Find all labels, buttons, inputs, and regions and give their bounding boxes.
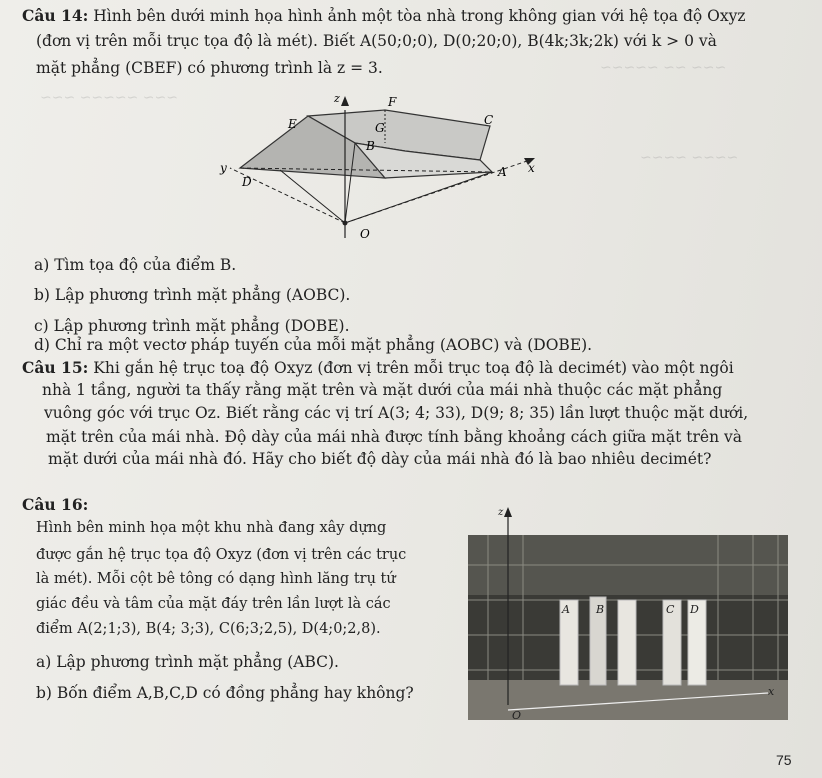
bleed-through-text: ~~~~ ~~~~	[640, 150, 739, 166]
page-number: 75	[776, 752, 792, 768]
bleed-through-text: ~~~ ~~~~~ ~~~	[40, 90, 178, 106]
label-G: G	[375, 121, 385, 135]
q14-part-d: d) Chỉ ra một vectơ pháp tuyến của mỗi mặt phẳng (AOBC) và (DOBE).	[34, 336, 593, 354]
q15-line2: nhà 1 tầng, người ta thấy rằng mặt trên và mặt dưới của mái nhà thuộc các mặt phẳng	[42, 381, 723, 399]
photo-label-A: A	[562, 603, 570, 616]
label-F: F	[388, 95, 397, 109]
photo-label-O: O	[512, 709, 522, 720]
q15-line3: vuông góc với trục Oz. Biết rằng các vị trí A(3; 4; 33), D(9; 8; 35) lần lượt thuộc mặt dưới,	[44, 404, 749, 422]
q15-line1	[22, 358, 734, 378]
photo-label-C: C	[666, 603, 675, 616]
photo-label-z: z	[498, 507, 504, 518]
origin-point	[343, 221, 348, 226]
q14-line1	[22, 6, 746, 26]
q14-line3: mặt phẳng (CBEF) có phương trình là z = 3.	[36, 59, 383, 77]
photo-label-D: D	[690, 603, 699, 616]
label-O: O	[360, 227, 370, 241]
photo-z-arrow	[504, 507, 512, 517]
q16-line3: là mét). Mỗi cột bê tông có dạng hình lăng trụ tứ	[36, 571, 396, 587]
column-B	[618, 600, 636, 685]
z-axis-arrow	[341, 96, 349, 106]
o-d-line	[280, 170, 345, 223]
q16-part-b: b) Bốn điểm A,B,C,D có đồng phẳng hay không?	[36, 684, 414, 702]
label-A: A	[498, 165, 507, 179]
q14-intro: Hình bên dưới minh họa hình ảnh một tòa nhà trong không gian với hệ tọa độ Oxyz	[93, 7, 746, 25]
q16-line1: Hình bên minh họa một khu nhà đang xây dựng	[36, 520, 387, 536]
label-z: z	[334, 92, 340, 105]
q14-part-a: a) Tìm tọa độ của điểm B.	[34, 256, 237, 274]
q15-label: Câu 15:	[22, 358, 89, 377]
bleed-through-text: ~~~ ~~ ~~~~~	[600, 60, 727, 76]
o-a-line	[345, 172, 492, 223]
construction-site-photo	[468, 505, 788, 720]
photo-label-x: x	[768, 685, 775, 698]
q15-text-1: Khi gắn hệ trục toạ độ Oxyz (đơn vị trên mỗi trục toạ độ là decimét) vào một ngôi	[93, 359, 734, 377]
label-x: x	[528, 161, 535, 175]
q15-line5: mặt dưới của mái nhà đó. Hãy cho biết độ dày của mái nhà đó là bao nhiêu decimét?	[48, 450, 712, 468]
label-B: B	[366, 139, 375, 153]
q14-line2: (đơn vị trên mỗi trục tọa độ là mét). Biết A(50;0;0), D(0;20;0), B(4k;3k;2k) với k > 0 và	[36, 32, 717, 50]
q16-label: Câu 16:	[22, 495, 89, 514]
q16-line5: điểm A(2;1;3), B(4; 3;3), C(6;3;2,5), D(4;0;2,8).	[36, 621, 381, 637]
label-C: C	[484, 113, 494, 127]
photo-label-B: B	[596, 603, 605, 616]
q16-part-a: a) Lập phương trình mặt phẳng (ABC).	[36, 653, 339, 671]
q15-line4: mặt trên của mái nhà. Độ dày của mái nhà được tính bằng khoảng cách giữa mặt trên và	[46, 428, 742, 446]
building-roof-figure	[210, 88, 550, 243]
label-y: y	[220, 161, 227, 175]
label-D: D	[242, 175, 252, 189]
q14-part-b: b) Lập phương trình mặt phẳng (AOBC).	[34, 286, 351, 304]
q16-line4: giác đều và tâm của mặt đáy trên lần lượt là các	[36, 596, 391, 612]
q14-part-c: c) Lập phương trình mặt phẳng (DOBE).	[34, 317, 350, 335]
q14-label: Câu 14:	[22, 6, 89, 25]
label-E: E	[288, 117, 297, 131]
q16-line2: được gắn hệ trục tọa độ Oxyz (đơn vị trên các trục	[36, 547, 407, 563]
